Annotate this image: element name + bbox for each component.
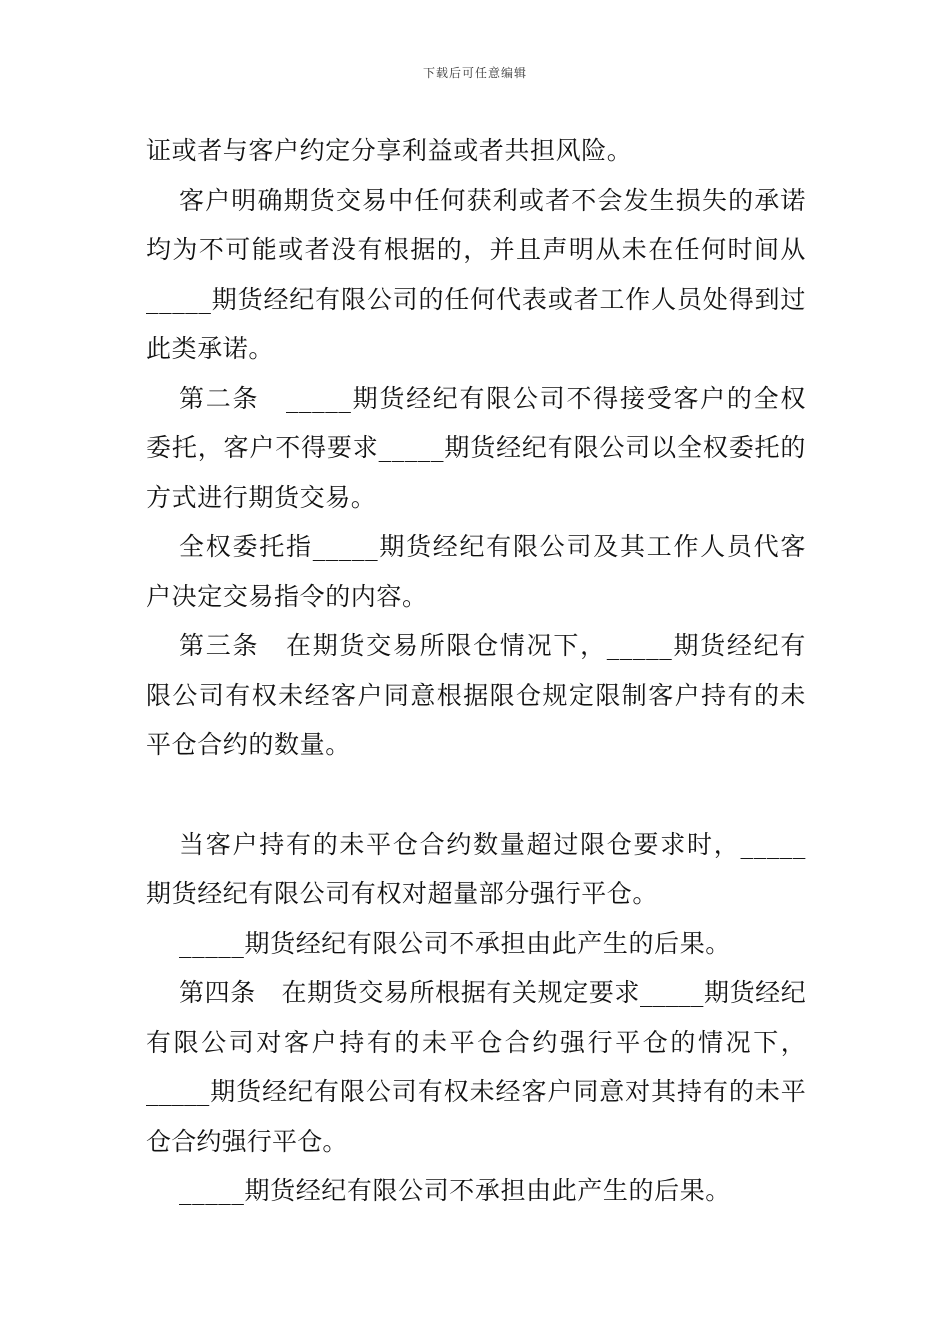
paragraph-6: 当客户持有的未平仓合约数量超过限仓要求时，_____期货经纪有限公司有权对超量部分强行平仓。 <box>146 829 806 908</box>
paragraph-article-2: 第二条 _____期货经纪有限公司不得接受客户的全权委托，客户不得要求_____期货经纪有限公司以全权委托的方式进行期货交易。 <box>146 383 806 512</box>
paragraph-article-4: 第四条 在期货交易所根据有关规定要求_____期货经纪有限公司对客户持有的未平仓合约强行平仓的情况下，_____期货经纪有限公司有权未经客户同意对其持有的未平仓合约强行平仓。 <box>146 978 806 1156</box>
paragraph-gap <box>146 770 806 820</box>
page-header: 下载后可任意编辑 <box>422 66 527 80</box>
paragraph-7: _____期货经纪有限公司不承担由此产生的后果。 <box>179 928 731 958</box>
paragraph-4: 全权委托指_____期货经纪有限公司及其工作人员代客户决定交易指令的内容。 <box>146 532 806 611</box>
paragraph-1: 证或者与客户约定分享利益或者共担风险。 <box>146 136 633 165</box>
paragraph-9: _____期货经纪有限公司不承担由此产生的后果。 <box>179 1176 731 1205</box>
document-body <box>146 126 806 1216</box>
paragraph-2: 客户明确期货交易中任何获利或者不会发生损失的承诺均为不可能或者没有根据的，并且声明从未在任何时间从_____期货经纪有限公司的任何代表或者工作人员处得到过此类承诺。 <box>146 185 806 363</box>
paragraph-article-3: 第三条 在期货交易所限仓情况下，_____期货经纪有限公司有权未经客户同意根据限仓规定限制客户持有的未平仓合约的数量。 <box>146 631 806 759</box>
